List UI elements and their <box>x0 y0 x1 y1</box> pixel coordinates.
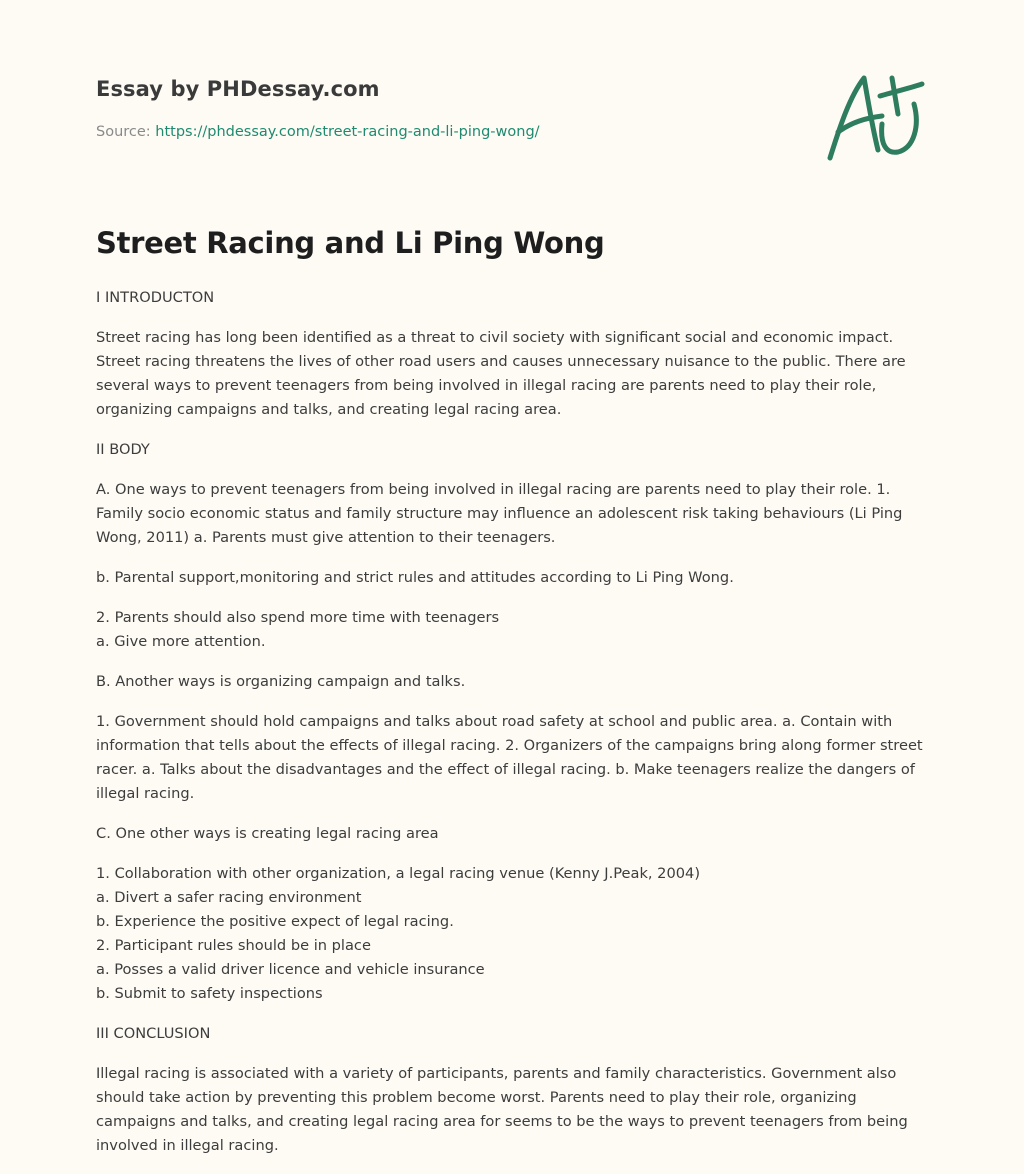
paragraph-parental-support: b. Parental support,monitoring and strict rules and attitudes according to Li Ping Wong. <box>96 569 734 586</box>
paragraph-point-a: A. One ways to prevent teenagers from being involved in illegal racing are parents need to play their role. 1. Family socio economic status and family structure may influence an adolescent risk taking behaviours (Li Ping Wong, 2011) a. Parents must give attention to their teenagers. <box>96 481 903 546</box>
paragraph-conclusion: Illegal racing is associated with a variety of participants, parents and family characteristics. Government also should take action by preventing this problem become worst. Parents need to play their role, organizing campaigns and talks, and creating legal racing area for seems to be the ways to prevent teenagers from being involved in illegal racing. <box>96 1065 908 1154</box>
list-item: 2. Participant rules should be in place <box>96 937 371 954</box>
paragraph-parents-time <box>96 606 926 654</box>
section-heading-body: II BODY <box>96 441 150 458</box>
paragraph-point-b: B. Another ways is organizing campaign and talks. <box>96 673 466 690</box>
list-item: a. Posses a valid driver licence and vehicle insurance <box>96 961 485 978</box>
paragraph-legal-area <box>96 862 926 1006</box>
list-item: b. Experience the positive expect of legal racing. <box>96 913 454 930</box>
essay-body <box>96 286 926 1174</box>
list-item: 2. Parents should also spend more time with teenagers <box>96 609 500 626</box>
section-heading-conclusion: III CONCLUSION <box>96 1025 211 1042</box>
list-item: 1. Collaboration with other organization, a legal racing venue (Kenny J.Peak, 2004) <box>96 865 701 882</box>
source-link[interactable]: https://phdessay.com/street-racing-and-li-ping-wong/ <box>155 124 540 140</box>
source-line <box>96 124 540 140</box>
brand-title: Essay by PHDessay.com <box>96 77 380 101</box>
paragraph-introduction: Street racing has long been identified as a threat to civil society with significant social and economic impact. Street racing threatens the lives of other road users and causes unnecessary nuisance to the public. There are several ways to prevent teenagers from being involved in illegal racing are parents need to play their role, organizing campaigns and talks, and creating legal racing area. <box>96 329 906 418</box>
essay-title: Street Racing and Li Ping Wong <box>96 226 605 260</box>
list-item: a. Give more attention. <box>96 633 266 650</box>
list-item: b. Submit to safety inspections <box>96 985 323 1002</box>
a-plus-logo-icon <box>820 66 930 166</box>
source-label: Source: <box>96 124 151 140</box>
section-heading-introduction: I INTRODUCTON <box>96 289 215 306</box>
paragraph-campaigns: 1. Government should hold campaigns and talks about road safety at school and public area. a. Contain with information that tells about the effects of illegal racing. 2. Organizers of the campaigns bring along former street racer. a. Talks about the disadvantages and the effect of illegal racing. b. Make teenagers realize the dangers of illegal racing. <box>96 713 923 802</box>
list-item: a. Divert a safer racing environment <box>96 889 362 906</box>
paragraph-point-c: C. One other ways is creating legal racing area <box>96 825 439 842</box>
